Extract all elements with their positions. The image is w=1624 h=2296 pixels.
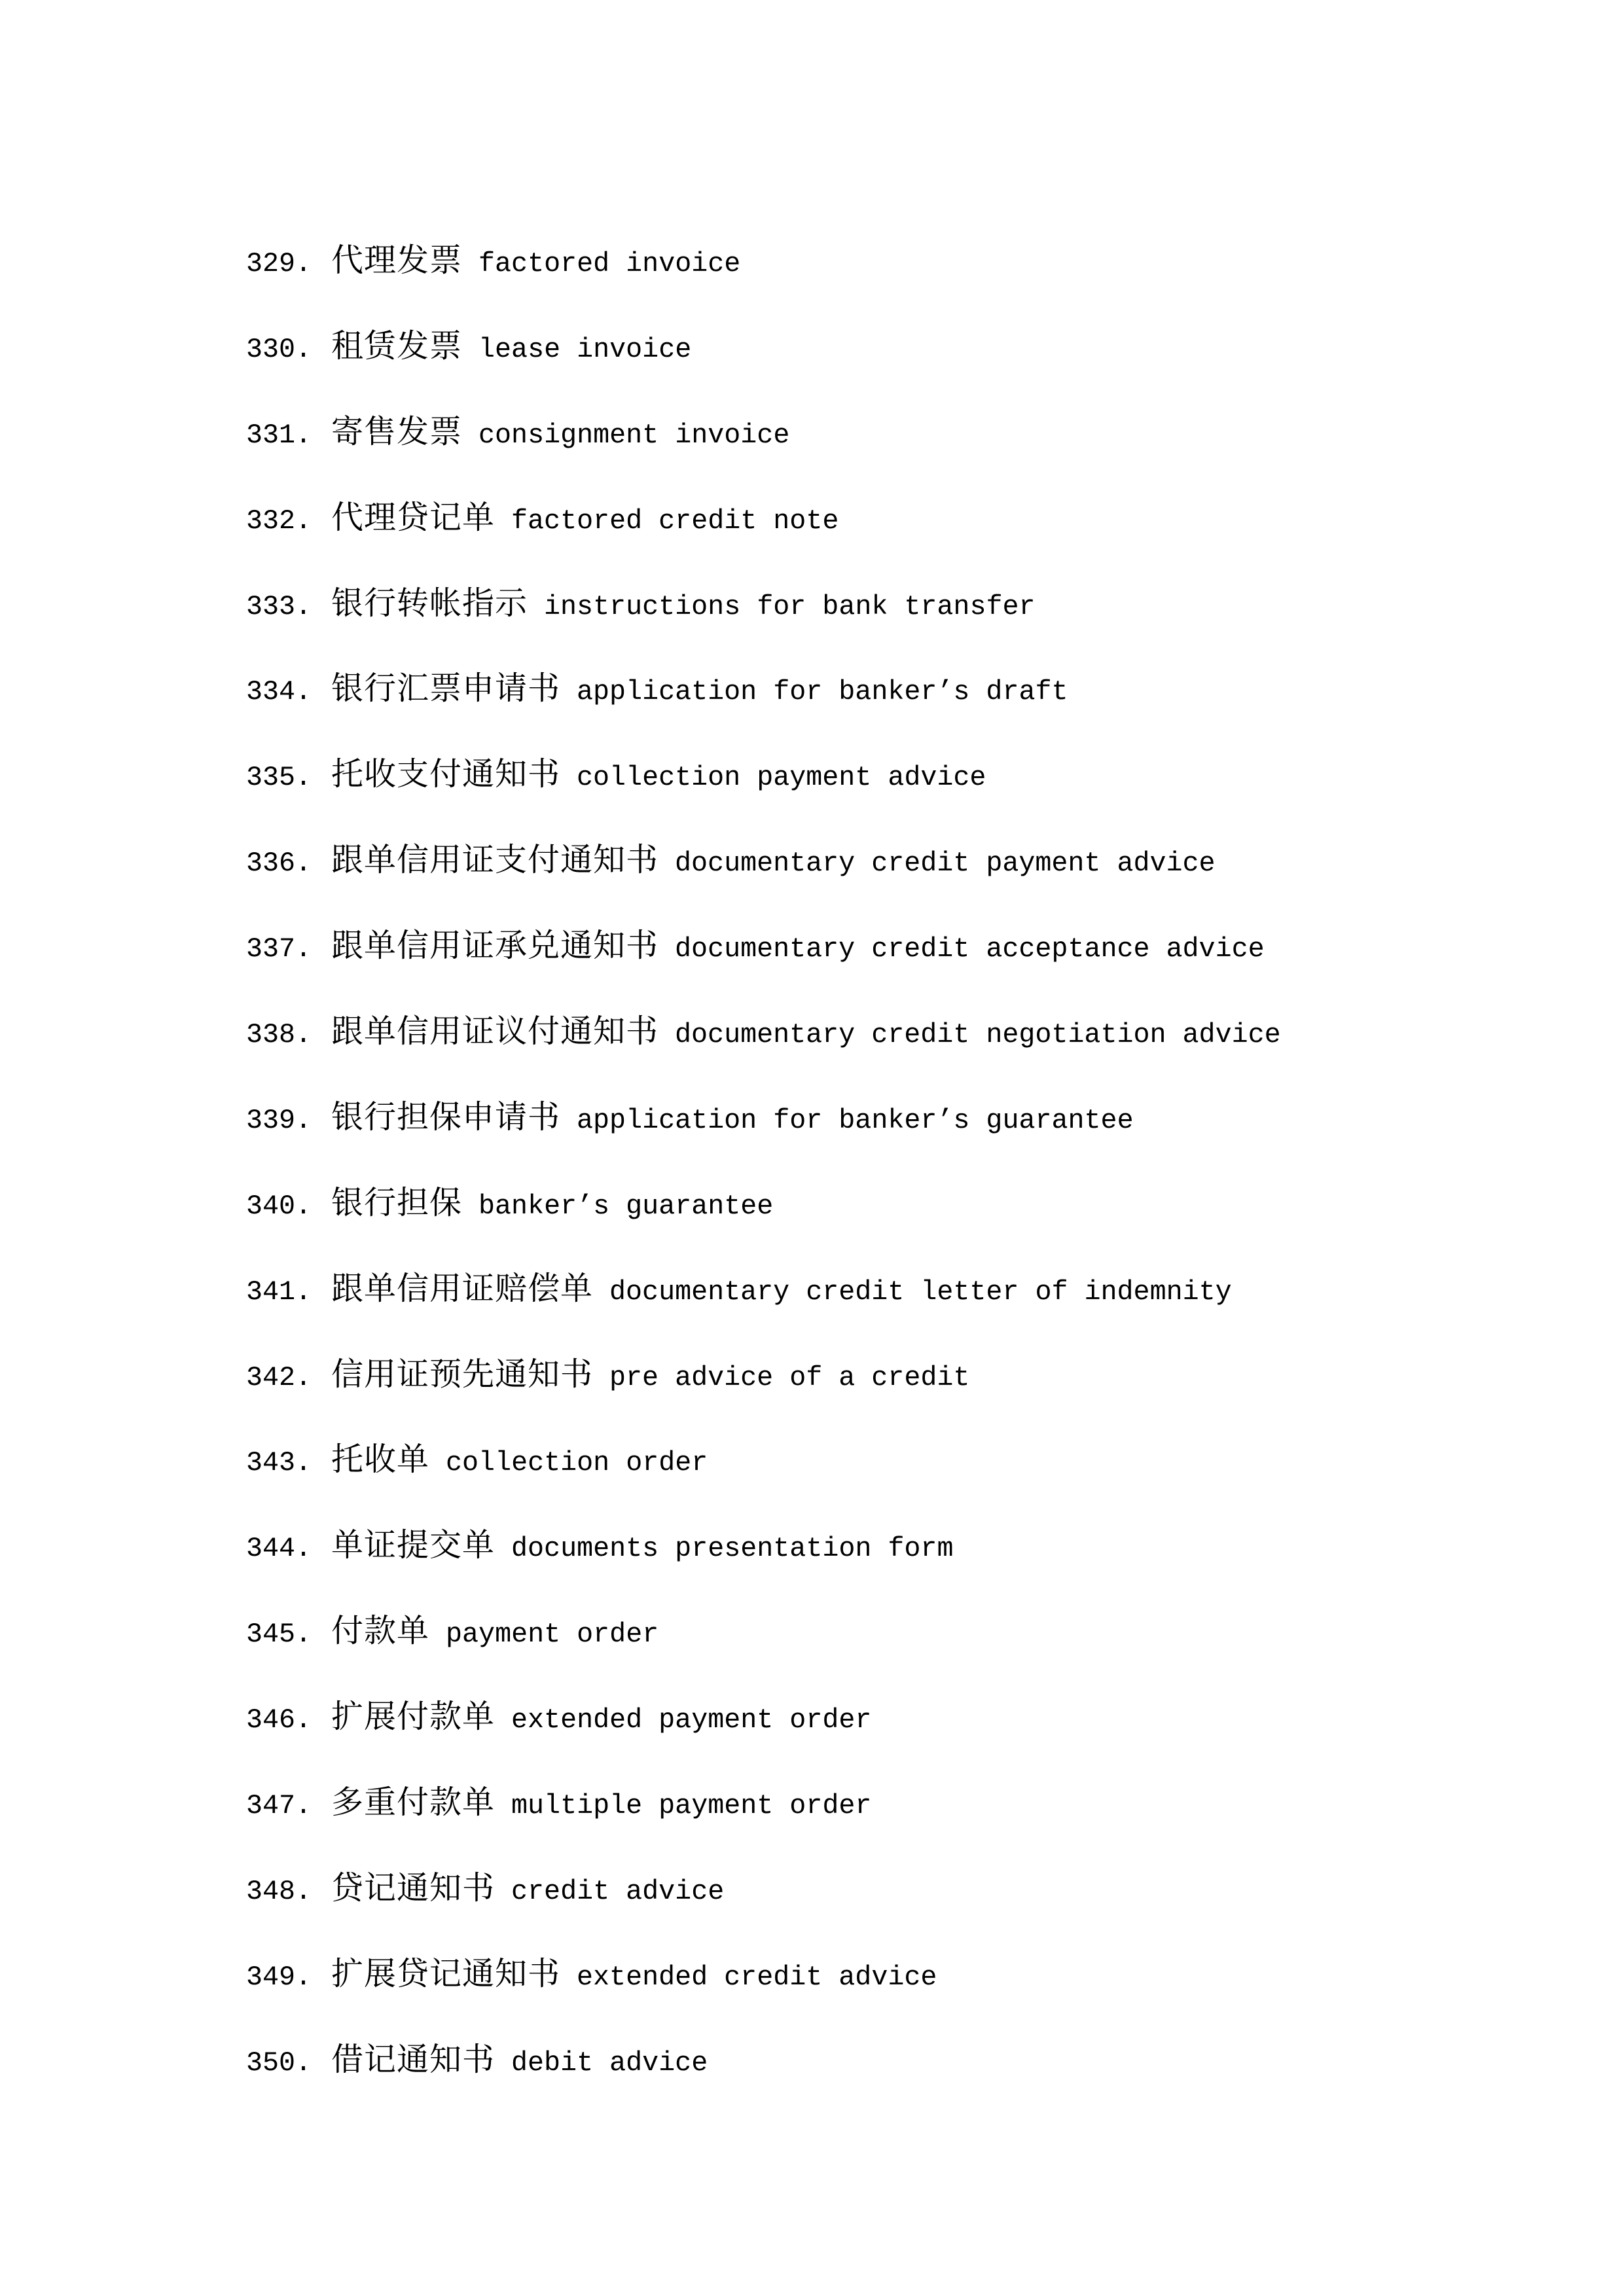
chinese-term: 借记通知书 [331, 2040, 496, 2078]
entry-number: 336. [246, 848, 312, 880]
english-term: debit advice [511, 2047, 708, 2079]
english-term: lease invoice [478, 333, 692, 365]
chinese-term: 扩展付款单 [331, 1698, 496, 1736]
chinese-term: 贷记通知书 [331, 1869, 496, 1907]
entry-number: 343. [246, 1447, 312, 1479]
entry-number: 337. [246, 933, 312, 965]
chinese-term: 银行担保申请书 [331, 1098, 561, 1136]
english-term: application for banker’s draft [577, 676, 1068, 708]
list-item [246, 327, 1281, 412]
english-term: collection order [446, 1447, 708, 1479]
list-item [246, 1098, 1281, 1183]
list-item [246, 1954, 1281, 2040]
english-term: collection payment advice [577, 762, 986, 794]
chinese-term: 扩展贷记通知书 [331, 1954, 561, 1992]
entry-number: 341. [246, 1276, 312, 1308]
chinese-term: 跟单信用证支付通知书 [331, 841, 659, 879]
list-item [246, 1183, 1281, 1269]
list-item [246, 840, 1281, 926]
english-term: banker’s guarantee [478, 1190, 774, 1222]
list-item [246, 1526, 1281, 1611]
list-item [246, 498, 1281, 584]
list-item [246, 755, 1281, 840]
chinese-term: 租赁发票 [331, 327, 463, 365]
list-item [246, 1869, 1281, 1954]
list-item [246, 1611, 1281, 1697]
list-item [246, 1440, 1281, 1526]
english-term: extended payment order [511, 1704, 872, 1736]
entry-number: 350. [246, 2047, 312, 2079]
entry-number: 335. [246, 762, 312, 794]
chinese-term: 银行担保 [331, 1183, 463, 1221]
chinese-term: 代理发票 [331, 242, 463, 279]
english-term: multiple payment order [511, 1790, 872, 1822]
chinese-term: 信用证预先通知书 [331, 1355, 594, 1393]
english-term: instructions for bank transfer [544, 590, 1036, 622]
chinese-term: 跟单信用证赔偿单 [331, 1269, 594, 1307]
list-item [246, 669, 1281, 755]
chinese-term: 银行汇票申请书 [331, 670, 561, 708]
english-term: extended credit advice [577, 1961, 937, 1993]
entry-number: 345. [246, 1619, 312, 1651]
list-item [246, 584, 1281, 670]
chinese-term: 托收支付通知书 [331, 755, 561, 793]
entry-number: 339. [246, 1104, 312, 1136]
chinese-term: 银行转帐指示 [331, 584, 528, 622]
list-item [246, 1355, 1281, 1441]
entry-number: 346. [246, 1704, 312, 1736]
chinese-term: 多重付款单 [331, 1784, 496, 1821]
list-item [246, 412, 1281, 498]
list-item [246, 1783, 1281, 1869]
entry-number: 344. [246, 1533, 312, 1565]
english-term: factored invoice [478, 248, 741, 279]
entry-number: 333. [246, 590, 312, 622]
list-item [246, 1269, 1281, 1355]
english-term: application for banker’s guarantee [577, 1104, 1134, 1136]
list-item [246, 241, 1281, 327]
entry-number: 329. [246, 248, 312, 279]
chinese-term: 单证提交单 [331, 1526, 496, 1564]
english-term: factored credit note [511, 505, 839, 537]
list-item [246, 1697, 1281, 1783]
english-term: documents presentation form [511, 1533, 954, 1565]
entry-number: 334. [246, 676, 312, 708]
english-term: pre advice of a credit [609, 1361, 970, 1393]
chinese-term: 托收单 [331, 1441, 430, 1479]
entry-number: 340. [246, 1190, 312, 1222]
chinese-term: 跟单信用证承兑通知书 [331, 927, 659, 965]
entry-number: 347. [246, 1790, 312, 1822]
english-term: documentary credit negotiation advice [675, 1019, 1281, 1051]
entry-number: 342. [246, 1361, 312, 1393]
english-term: consignment invoice [478, 419, 790, 451]
entry-number: 330. [246, 333, 312, 365]
english-term: credit advice [511, 1875, 725, 1907]
english-term: documentary credit payment advice [675, 848, 1216, 880]
english-term: documentary credit acceptance advice [675, 933, 1265, 965]
list-item [246, 2040, 1281, 2126]
chinese-term: 寄售发票 [331, 412, 463, 450]
entry-number: 331. [246, 419, 312, 451]
chinese-term: 代理贷记单 [331, 498, 496, 536]
chinese-term: 付款单 [331, 1612, 430, 1650]
entry-number: 349. [246, 1961, 312, 1993]
list-item [246, 926, 1281, 1012]
entry-number: 348. [246, 1875, 312, 1907]
chinese-term: 跟单信用证议付通知书 [331, 1013, 659, 1050]
entry-number: 332. [246, 505, 312, 537]
english-term: documentary credit letter of indemnity [609, 1276, 1232, 1308]
glossary-list [246, 241, 1281, 2126]
english-term: payment order [446, 1619, 659, 1651]
entry-number: 338. [246, 1019, 312, 1051]
list-item [246, 1012, 1281, 1098]
